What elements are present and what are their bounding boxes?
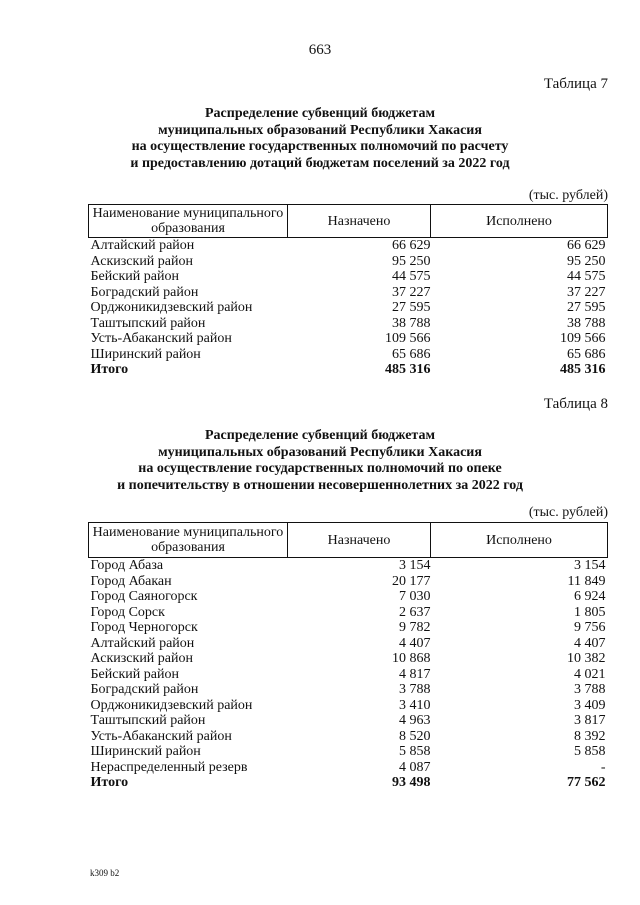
assigned-cell: 20 177 [392, 573, 431, 589]
total-row [89, 362, 608, 378]
executed-cell: 8 392 [574, 728, 606, 744]
table7-label: Таблица 7 [543, 76, 608, 92]
table-row [89, 331, 608, 347]
table8-title-line: Распределение субвенций бюджетам [205, 428, 435, 443]
assigned-cell: 4 407 [399, 635, 431, 651]
table7-title-line: муниципальных образований Республики Хакасия [158, 122, 482, 138]
table-row [89, 760, 608, 776]
name-cell: Бейский район [90, 269, 179, 284]
table7-header-row [89, 205, 608, 238]
assigned-cell: 27 595 [392, 300, 431, 315]
table-row [89, 254, 608, 270]
table-row [89, 558, 608, 574]
table8 [88, 522, 608, 791]
table-row [89, 316, 608, 332]
total-row [89, 775, 608, 791]
name-cell: Орджоникидзевский район [90, 300, 253, 315]
table-row [89, 238, 608, 254]
assigned-cell: 38 788 [392, 315, 431, 331]
executed-cell: 65 686 [567, 346, 606, 362]
name-cell: Город Сорск [90, 604, 165, 620]
executed-cell: 37 227 [567, 284, 606, 300]
table8-title [0, 428, 640, 494]
assigned-cell: 9 782 [399, 620, 431, 635]
table8-title-line: муниципальных образований Республики Хакасия [158, 444, 482, 460]
assigned-cell: 95 250 [392, 253, 431, 269]
table8-header-row [89, 523, 608, 558]
name-cell: Усть-Абаканский район [90, 331, 232, 346]
header-assigned: Назначено [288, 205, 431, 238]
executed-cell: 38 788 [567, 315, 606, 331]
table-row [89, 605, 608, 621]
name-cell: Город Абаза [90, 558, 164, 573]
table-row [89, 347, 608, 363]
executed-cell: 3 409 [574, 697, 606, 713]
assigned-cell: 66 629 [392, 238, 431, 253]
table-row [89, 574, 608, 590]
total-assigned: 93 498 [392, 775, 431, 790]
name-cell: Таштыпский район [90, 315, 206, 331]
assigned-cell: 44 575 [392, 269, 431, 284]
assigned-cell: 37 227 [392, 284, 431, 300]
assigned-cell: 2 637 [399, 604, 431, 620]
table7-units: (тыс. рублей) [528, 188, 608, 203]
executed-cell: 5 858 [574, 744, 606, 759]
assigned-cell: 4 087 [399, 759, 431, 775]
table-row [89, 682, 608, 698]
assigned-cell: 8 520 [399, 728, 431, 744]
name-cell: Ширинский район [90, 346, 201, 362]
assigned-cell: 65 686 [392, 346, 431, 362]
total-label: Итого [90, 775, 129, 790]
executed-cell: 6 924 [574, 589, 606, 604]
table-row [89, 729, 608, 745]
table-row [89, 285, 608, 301]
table-row [89, 300, 608, 316]
total-label: Итого [90, 362, 129, 377]
name-cell: Усть-Абаканский район [90, 728, 232, 744]
executed-cell: 1 805 [574, 604, 606, 620]
table-row [89, 620, 608, 636]
executed-cell: 10 382 [567, 651, 606, 666]
executed-cell: 3 788 [574, 682, 606, 697]
page-number: 663 [308, 42, 332, 58]
name-cell: Боградский район [90, 284, 199, 300]
name-cell: Город Абакан [90, 573, 172, 589]
name-cell: Нераспределенный резерв [90, 759, 248, 775]
table-row [89, 589, 608, 605]
table-row [89, 667, 608, 683]
table7 [88, 204, 608, 378]
table-row [89, 698, 608, 714]
name-cell: Бейский район [90, 666, 179, 682]
executed-cell: 109 566 [560, 331, 606, 346]
executed-cell: 4 021 [574, 666, 606, 682]
executed-cell: 95 250 [567, 253, 606, 269]
table8-label: Таблица 8 [543, 396, 608, 412]
header-assigned: Назначено [288, 523, 431, 558]
table8-units: (тыс. рублей) [528, 505, 608, 520]
assigned-cell: 3 410 [399, 697, 431, 713]
assigned-cell: 4 817 [399, 666, 431, 682]
table-row [89, 713, 608, 729]
header-executed: Исполнено [431, 523, 608, 558]
table7-title-line: на осуществление государственных полномочий по расчету [131, 139, 509, 154]
name-cell: Алтайский район [90, 238, 195, 253]
assigned-cell: 4 963 [399, 713, 431, 728]
executed-cell: 11 849 [567, 573, 606, 589]
executed-cell: 4 407 [574, 635, 606, 651]
executed-cell: 3 817 [574, 713, 606, 728]
name-cell: Боградский район [90, 682, 199, 697]
total-assigned: 485 316 [385, 362, 431, 377]
executed-cell: 9 756 [574, 620, 606, 635]
table7-title-line: и предоставлению дотаций бюджетам поселений за 2022 год [130, 155, 510, 171]
header-name: Наименование муниципального образования [89, 523, 288, 558]
table8-title-line: на осуществление государственных полномочий по опеке [138, 461, 502, 476]
total-executed: 485 316 [560, 362, 606, 377]
total-executed: 77 562 [567, 775, 606, 790]
assigned-cell: 3 788 [399, 682, 431, 697]
table8-title-line: и попечительству в отношении несовершеннолетних за 2022 год [117, 477, 523, 493]
assigned-cell: 3 154 [399, 558, 431, 573]
executed-cell: 3 154 [574, 558, 606, 573]
assigned-cell: 5 858 [399, 744, 431, 759]
assigned-cell: 109 566 [385, 331, 431, 346]
table-row [89, 744, 608, 760]
assigned-cell: 10 868 [392, 651, 431, 666]
table7-title-line: Распределение субвенций бюджетам [205, 106, 435, 121]
executed-cell: 27 595 [567, 300, 606, 315]
name-cell: Аскизский район [90, 253, 193, 269]
executed-cell: - [600, 759, 606, 775]
name-cell: Орджоникидзевский район [90, 697, 253, 713]
table-row [89, 651, 608, 667]
header-executed: Исполнено [431, 205, 608, 238]
footer-code: k309 b2 [90, 868, 120, 878]
name-cell: Город Черногорск [90, 620, 198, 635]
name-cell: Ширинский район [90, 744, 201, 759]
header-name: Наименование муниципального образования [89, 205, 288, 238]
executed-cell: 66 629 [567, 238, 606, 253]
assigned-cell: 7 030 [399, 589, 431, 604]
executed-cell: 44 575 [567, 269, 606, 284]
table-row [89, 636, 608, 652]
name-cell: Город Саяногорск [90, 589, 198, 604]
table-row [89, 269, 608, 285]
name-cell: Аскизский район [90, 651, 193, 666]
name-cell: Таштыпский район [90, 713, 206, 728]
name-cell: Алтайский район [90, 635, 195, 651]
table7-title [0, 106, 640, 172]
